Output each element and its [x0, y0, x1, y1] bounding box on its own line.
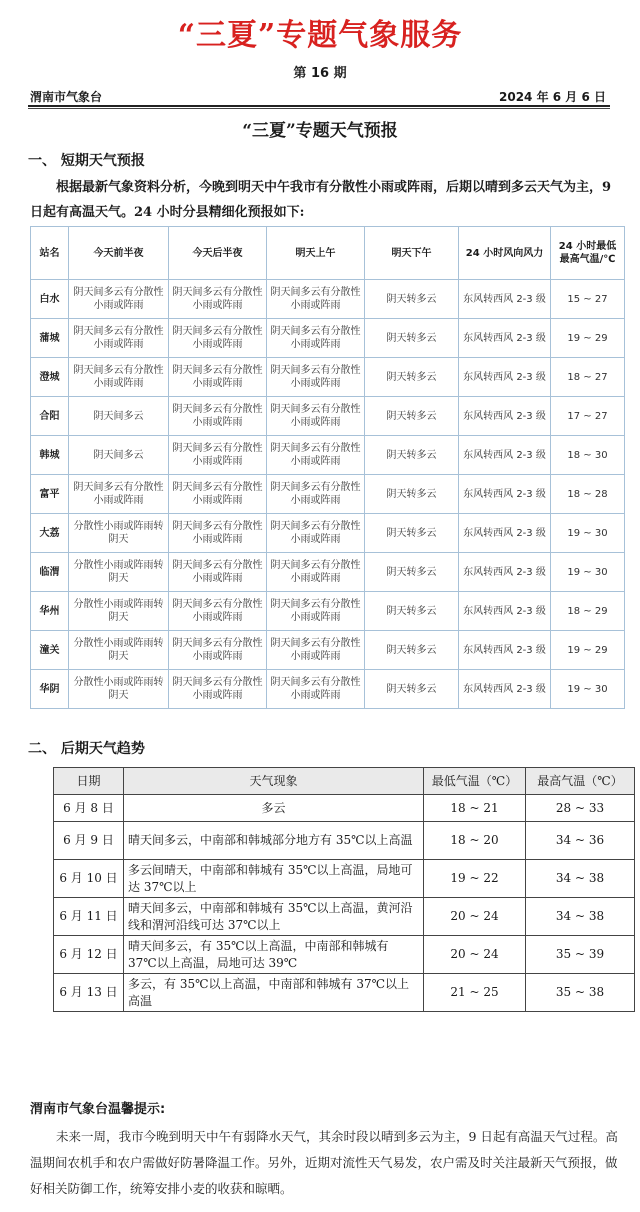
table-cell: 阴天转多云	[365, 280, 459, 319]
table-cell: 东风转西风 2-3 级	[459, 358, 551, 397]
station-name-cell: 蒲城	[31, 319, 69, 358]
table-cell: 阴天间多云有分散性小雨或阵雨	[267, 319, 365, 358]
table-row	[31, 475, 625, 514]
table-row	[31, 319, 625, 358]
table-cell: 分散性小雨或阵雨转阴天	[69, 631, 169, 670]
header-rule-thin	[28, 108, 610, 109]
short-term-paragraph: 根据最新气象资料分析，今晚到明天中午我市有分散性小雨或阵雨，后期以晴到多云天气为主，9 日起有高温天气。24 小时分县精细化预报如下:	[30, 180, 612, 220]
table-cell: 18 ~ 28	[551, 475, 625, 514]
table-cell: 多云	[124, 795, 424, 822]
table-cell: 19 ~ 22	[424, 860, 526, 898]
date-cell: 6 月 8 日	[54, 795, 124, 822]
table-cell: 阴天间多云有分散性小雨或阵雨	[169, 319, 267, 358]
table-cell: 18 ~ 29	[551, 592, 625, 631]
table-cell: 阴天间多云有分散性小雨或阵雨	[267, 397, 365, 436]
table-cell: 19 ~ 30	[551, 670, 625, 709]
table-cell: 分散性小雨或阵雨转阴天	[69, 514, 169, 553]
table-cell: 阴天转多云	[365, 514, 459, 553]
section-trend-heading: 二、 后期天气趋势	[28, 741, 145, 757]
table-cell: 阴天间多云	[69, 436, 169, 475]
table-cell: 阴天转多云	[365, 319, 459, 358]
table-cell: 分散性小雨或阵雨转阴天	[69, 553, 169, 592]
column-header: 今天前半夜	[69, 227, 169, 280]
table-cell: 17 ~ 27	[551, 397, 625, 436]
table-cell: 东风转西风 2-3 级	[459, 592, 551, 631]
date-cell: 6 月 11 日	[54, 898, 124, 936]
table-cell: 阴天间多云有分散性小雨或阵雨	[169, 553, 267, 592]
issuing-organization: 渭南市气象台	[30, 90, 103, 104]
table-cell: 阴天间多云有分散性小雨或阵雨	[267, 514, 365, 553]
table-row	[31, 592, 625, 631]
table-cell: 东风转西风 2-3 级	[459, 397, 551, 436]
table-row	[54, 974, 635, 1012]
table-cell: 35 ~ 39	[526, 936, 635, 974]
table-cell: 阴天间多云有分散性小雨或阵雨	[69, 358, 169, 397]
document-title: “三夏”专题气象服务	[177, 18, 463, 53]
table-cell: 阴天间多云有分散性小雨或阵雨	[169, 436, 267, 475]
column-header: 明天下午	[365, 227, 459, 280]
table-cell: 阴天间多云有分散性小雨或阵雨	[267, 475, 365, 514]
table-cell: 多云间晴天，中南部和韩城有 35℃以上高温，局地可达 37℃以上	[124, 860, 424, 898]
station-name-cell: 大荔	[31, 514, 69, 553]
table-row	[54, 898, 635, 936]
column-header: 今天后半夜	[169, 227, 267, 280]
table-cell: 东风转西风 2-3 级	[459, 631, 551, 670]
column-header: 明天上午	[267, 227, 365, 280]
table-row	[31, 436, 625, 475]
table-cell: 阴天间多云有分散性小雨或阵雨	[169, 397, 267, 436]
table-cell: 阴天间多云有分散性小雨或阵雨	[69, 475, 169, 514]
column-header: 日期	[54, 768, 124, 795]
table-cell: 分散性小雨或阵雨转阴天	[69, 592, 169, 631]
table-cell: 阴天转多云	[365, 475, 459, 514]
station-name-cell: 潼关	[31, 631, 69, 670]
table-row	[54, 860, 635, 898]
table-cell: 20 ~ 24	[424, 898, 526, 936]
table-cell: 晴天间多云，中南部和韩城有 35℃以上高温，黄河沿线和渭河沿线可达 37℃以上	[124, 898, 424, 936]
table-cell: 阴天转多云	[365, 436, 459, 475]
table-cell: 阴天间多云有分散性小雨或阵雨	[169, 475, 267, 514]
table-cell: 阴天转多云	[365, 358, 459, 397]
table-cell: 21 ~ 25	[424, 974, 526, 1012]
station-name-cell: 华阴	[31, 670, 69, 709]
tips-heading: 渭南市气象台温馨提示:	[30, 1102, 166, 1117]
column-header: 最高气温（℃）	[526, 768, 635, 795]
table-cell: 东风转西风 2-3 级	[459, 553, 551, 592]
table-cell: 34 ~ 36	[526, 822, 635, 860]
table-cell: 东风转西风 2-3 级	[459, 319, 551, 358]
header-rule-thick	[28, 105, 610, 107]
table-cell: 东风转西风 2-3 级	[459, 280, 551, 319]
table-row	[54, 936, 635, 974]
station-name-cell: 韩城	[31, 436, 69, 475]
table-row	[54, 822, 635, 860]
table-row	[54, 795, 635, 822]
table-cell: 阴天间多云有分散性小雨或阵雨	[267, 280, 365, 319]
column-header: 站名	[31, 227, 69, 280]
issue-date: 2024 年 6 月 6 日	[499, 90, 606, 104]
table-cell: 阴天间多云有分散性小雨或阵雨	[267, 592, 365, 631]
table-cell: 18 ~ 21	[424, 795, 526, 822]
table-cell: 晴天间多云，中南部和韩城部分地方有 35℃以上高温	[124, 822, 424, 860]
table-cell: 阴天转多云	[365, 631, 459, 670]
table-cell: 阴天间多云有分散性小雨或阵雨	[69, 280, 169, 319]
table-cell: 28 ~ 33	[526, 795, 635, 822]
station-name-cell: 白水	[31, 280, 69, 319]
table-row	[31, 514, 625, 553]
table-cell: 东风转西风 2-3 级	[459, 514, 551, 553]
table-cell: 阴天间多云有分散性小雨或阵雨	[267, 631, 365, 670]
date-cell: 6 月 13 日	[54, 974, 124, 1012]
column-header: 最低气温（℃）	[424, 768, 526, 795]
meta-row	[30, 88, 606, 106]
tips-body: 未来一周，我市今晚到明天中午有弱降水天气，其余时段以晴到多云为主，9 日起有高温天气过程。高温期间农机手和农户需做好防暑降温工作。另外，近期对流性天气易发，农户需及时关注最新天气预报，做好相关防御工作，统筹安排小麦的收获和晾晒。	[30, 1129, 618, 1196]
table-cell: 15 ~ 27	[551, 280, 625, 319]
table-cell: 阴天间多云有分散性小雨或阵雨	[169, 280, 267, 319]
table-row	[31, 553, 625, 592]
table-header-row	[54, 768, 635, 795]
table-cell: 阴天转多云	[365, 592, 459, 631]
date-cell: 6 月 12 日	[54, 936, 124, 974]
date-cell: 6 月 9 日	[54, 822, 124, 860]
table-cell: 阴天间多云有分散性小雨或阵雨	[69, 319, 169, 358]
table-row	[31, 397, 625, 436]
table-cell: 阴天间多云有分散性小雨或阵雨	[267, 553, 365, 592]
forecast-subtitle: “三夏”专题天气预报	[242, 121, 398, 141]
table-row	[31, 280, 625, 319]
column-header: 24 小时风向风力	[459, 227, 551, 280]
table-row	[31, 358, 625, 397]
table-cell: 东风转西风 2-3 级	[459, 475, 551, 514]
column-header: 24 小时最低 最高气温/℃	[551, 227, 625, 280]
table-cell: 34 ~ 38	[526, 860, 635, 898]
table-cell: 阴天间多云有分散性小雨或阵雨	[169, 592, 267, 631]
table-cell: 阴天间多云有分散性小雨或阵雨	[169, 514, 267, 553]
table-cell: 阴天间多云有分散性小雨或阵雨	[267, 436, 365, 475]
table-cell: 东风转西风 2-3 级	[459, 670, 551, 709]
table-cell: 阴天转多云	[365, 670, 459, 709]
table-cell: 阴天间多云有分散性小雨或阵雨	[169, 631, 267, 670]
table-cell: 阴天间多云	[69, 397, 169, 436]
table-cell: 19 ~ 30	[551, 514, 625, 553]
table-row	[31, 631, 625, 670]
table-cell: 阴天转多云	[365, 553, 459, 592]
table-cell: 阴天间多云有分散性小雨或阵雨	[267, 358, 365, 397]
table-header-row	[31, 227, 625, 280]
table-cell: 35 ~ 38	[526, 974, 635, 1012]
table-cell: 多云，有 35℃以上高温，中南部和韩城有 37℃以上高温	[124, 974, 424, 1012]
table-row	[31, 670, 625, 709]
table-cell: 阴天间多云有分散性小雨或阵雨	[267, 670, 365, 709]
section-short-term-heading: 一、 短期天气预报	[28, 153, 145, 169]
station-name-cell: 合阳	[31, 397, 69, 436]
table-cell: 20 ~ 24	[424, 936, 526, 974]
later-trend-table	[53, 767, 635, 1012]
table-cell: 19 ~ 30	[551, 553, 625, 592]
table-cell: 19 ~ 29	[551, 631, 625, 670]
station-name-cell: 澄城	[31, 358, 69, 397]
short-term-forecast-table	[30, 226, 625, 709]
station-name-cell: 临渭	[31, 553, 69, 592]
station-name-cell: 富平	[31, 475, 69, 514]
table-cell: 晴天间多云，有 35℃以上高温，中南部和韩城有 37℃以上高温，局地可达 39℃	[124, 936, 424, 974]
table-cell: 阴天转多云	[365, 397, 459, 436]
table-cell: 19 ~ 29	[551, 319, 625, 358]
issue-number: 第 16 期	[293, 66, 347, 81]
table-cell: 阴天间多云有分散性小雨或阵雨	[169, 358, 267, 397]
table-cell: 分散性小雨或阵雨转阴天	[69, 670, 169, 709]
table-cell: 18 ~ 30	[551, 436, 625, 475]
table-cell: 18 ~ 20	[424, 822, 526, 860]
table-cell: 18 ~ 27	[551, 358, 625, 397]
date-cell: 6 月 10 日	[54, 860, 124, 898]
column-header: 天气现象	[124, 768, 424, 795]
table-cell: 34 ~ 38	[526, 898, 635, 936]
table-cell: 东风转西风 2-3 级	[459, 436, 551, 475]
table-cell: 阴天间多云有分散性小雨或阵雨	[169, 670, 267, 709]
station-name-cell: 华州	[31, 592, 69, 631]
